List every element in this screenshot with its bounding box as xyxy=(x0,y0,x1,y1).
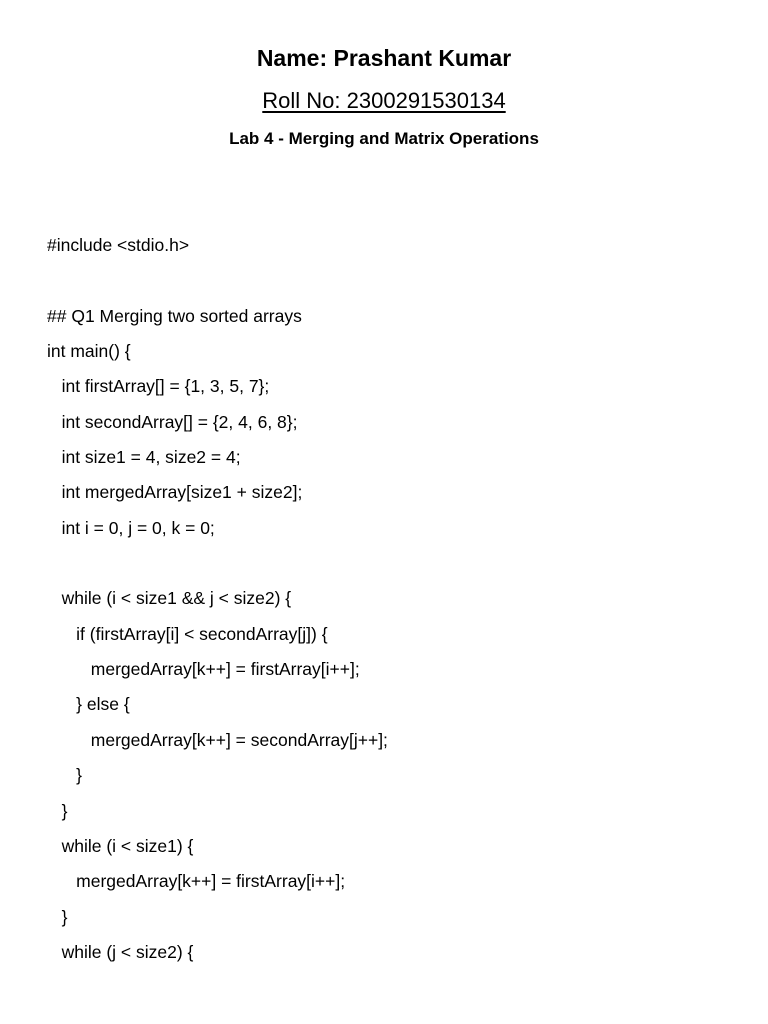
code-line: mergedArray[k++] = secondArray[j++]; xyxy=(47,729,388,750)
code-line: } xyxy=(47,765,83,786)
code-line: int main() { xyxy=(47,341,131,362)
code-line: int firstArray[] = {1, 3, 5, 7}; xyxy=(47,376,270,397)
lab-title: Lab 4 - Merging and Matrix Operations xyxy=(229,129,539,148)
code-line: if (firstArray[i] < secondArray[j]) { xyxy=(47,623,328,644)
code-line: int secondArray[] = {2, 4, 6, 8}; xyxy=(47,411,298,432)
code-line: int i = 0, j = 0, k = 0; xyxy=(47,517,215,538)
code-line: mergedArray[k++] = firstArray[i++]; xyxy=(47,659,360,680)
code-line xyxy=(47,546,747,581)
code-line: int size1 = 4, size2 = 4; xyxy=(47,447,241,468)
student-name: Name: Prashant Kumar xyxy=(256,45,512,71)
code-line: mergedArray[k++] = firstArray[i++]; xyxy=(47,871,346,892)
code-line: while (i < size1 && j < size2) { xyxy=(47,588,292,609)
code-line: while (i < size1) { xyxy=(47,835,194,856)
code-line: int mergedArray[size1 + size2]; xyxy=(47,482,303,503)
code-line: #include <stdio.h> xyxy=(47,235,190,255)
code-block xyxy=(47,228,747,970)
code-line: } else { xyxy=(47,694,130,715)
roll-number: Roll No: 2300291530134 xyxy=(262,88,506,113)
code-line: ## Q1 Merging two sorted arrays xyxy=(47,305,302,326)
code-line: } xyxy=(47,906,68,927)
code-line xyxy=(47,263,747,298)
code-line: while (j < size2) { xyxy=(47,941,194,962)
code-line: } xyxy=(47,800,68,821)
